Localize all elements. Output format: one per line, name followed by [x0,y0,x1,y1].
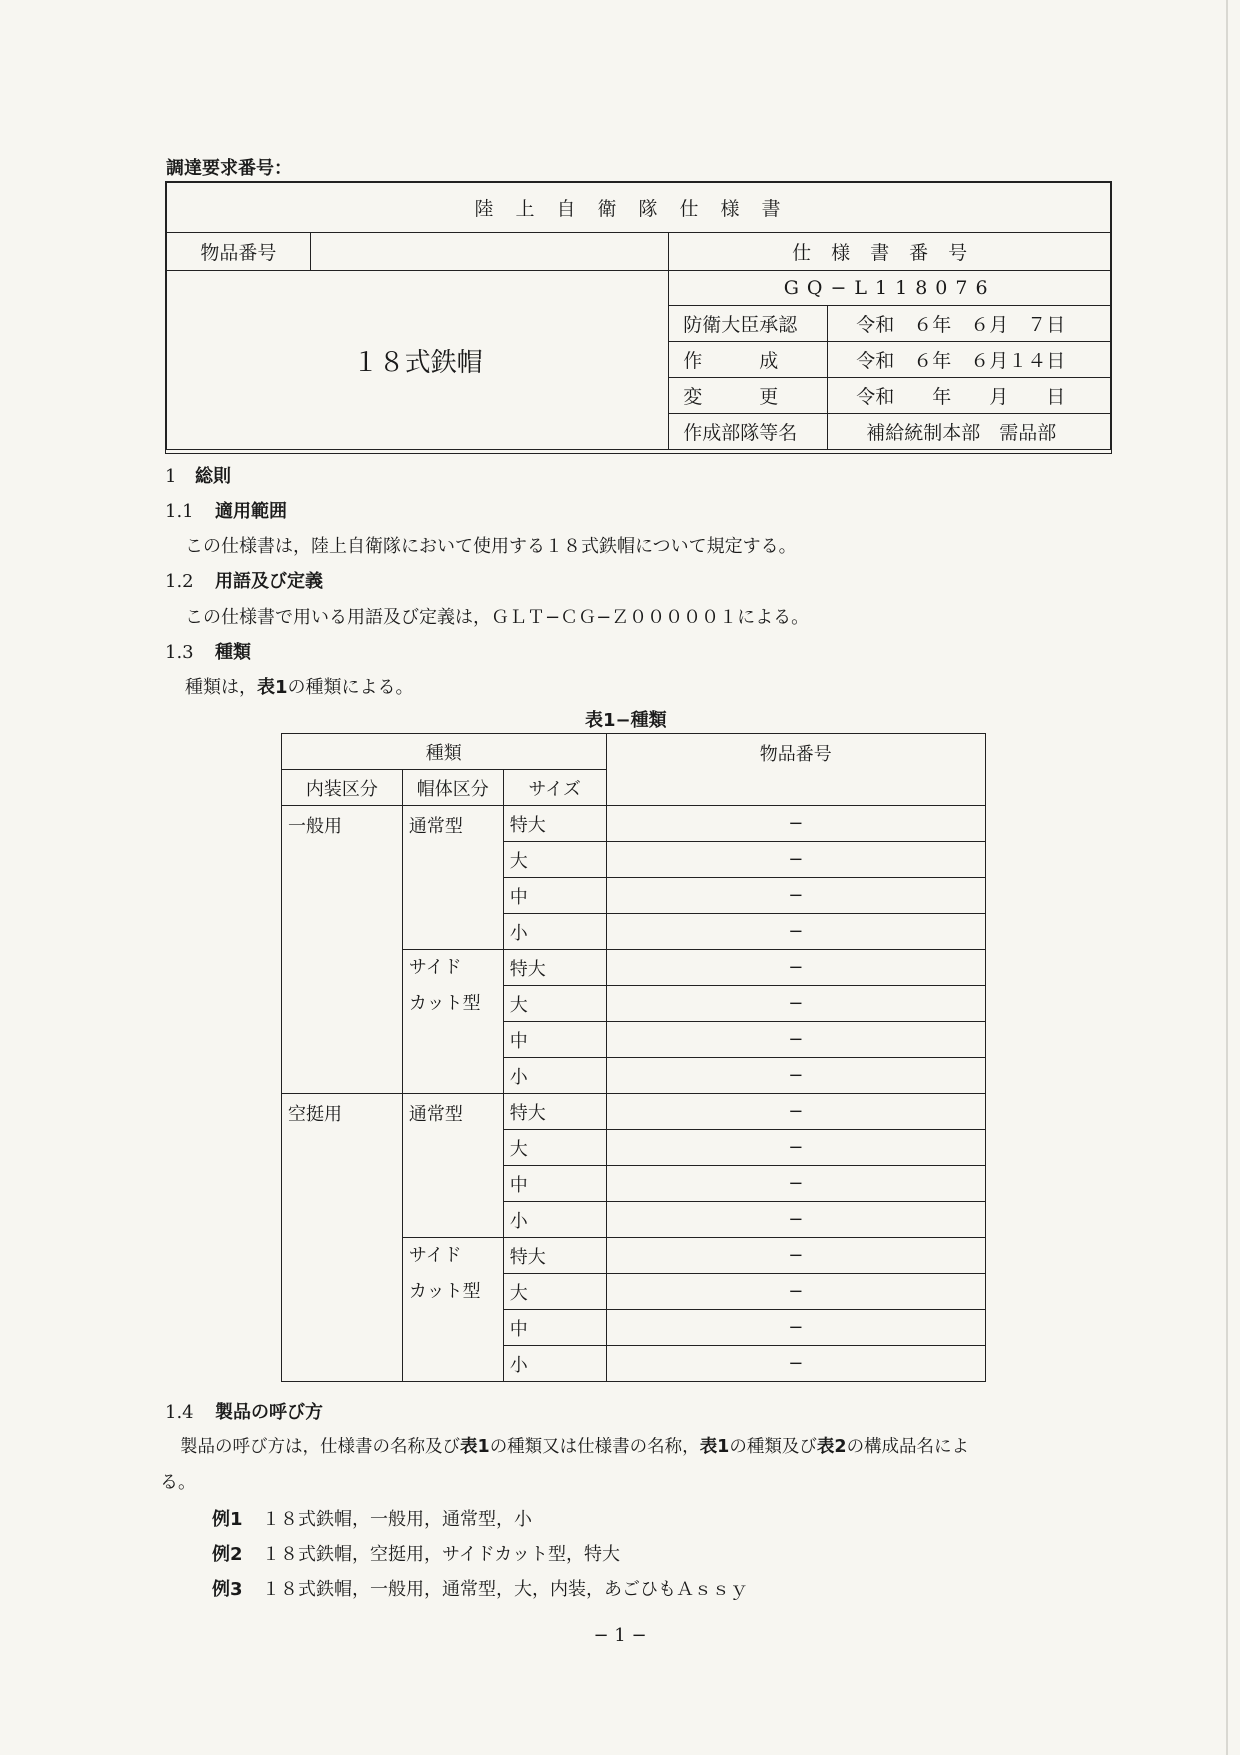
text-segment: の種類及び [729,1437,817,1457]
section-1-1-title: 適用範囲 [215,501,287,522]
size-cell: 小 [503,1058,606,1094]
section-1-4-number: 1.4 [165,1402,194,1423]
item-number-cell: − [606,1130,985,1166]
text-segment: 種類は， [185,677,257,698]
size-cell: 中 [503,878,606,914]
text-segment: 製品の呼び方は，仕様書の名称及び [180,1437,460,1457]
example-text: １８式鉄帽，空挺用，サイドカット型，特大 [262,1544,621,1565]
body-normal: 通常型 [402,1094,503,1238]
size-cell: 小 [503,1346,606,1382]
body-sidecut-line2: カット型 [408,993,481,1014]
section-1-4-text-line2: る。 [160,1472,196,1493]
size-cell: 特大 [503,1238,606,1274]
size-cell: 中 [503,1166,606,1202]
size-cell: 特大 [503,950,606,986]
section-1-3-heading [165,638,251,664]
example-label: 例2 [212,1544,243,1565]
body-sidecut-line2: カット型 [408,1281,481,1302]
spec-title: 陸上自衛隊仕様書 [167,183,1111,233]
body-sidecut-line1: サイド [408,957,462,978]
item-number-label: 物品番号 [167,233,311,271]
text-segment: の構成品名によ [846,1437,970,1457]
body-sidecut [402,1238,503,1382]
text-segment: の種類による。 [287,677,414,698]
interior-airborne: 空挺用 [282,1094,403,1382]
head-body: 帽体区分 [402,770,503,806]
section-1-2-text: この仕様書で用いる用語及び定義は，ＧＬＴ−ＣＧ−Ｚ０００００１による。 [185,607,810,628]
size-cell: 中 [503,1022,606,1058]
body-normal: 通常型 [402,806,503,950]
example-text: １８式鉄帽，一般用，通常型，小 [262,1509,532,1530]
section-1-1-text: この仕様書は，陸上自衛隊において使用する１８式鉄帽について規定する。 [185,536,797,557]
item-number-cell: − [606,986,985,1022]
product-name: １８式鉄帽 [167,271,669,450]
example-2 [212,1540,620,1566]
size-cell: 大 [503,986,606,1022]
approval-date: 令和 ６年 ６月 ７日 [828,306,1111,342]
section-1-number: 1 [165,466,177,487]
size-cell: 大 [503,1274,606,1310]
example-1 [212,1505,532,1531]
table-ref: 表2 [816,1437,847,1457]
item-number-cell: − [606,1238,985,1274]
issuer-value: 補給統制本部 需品部 [828,414,1111,450]
head-interior: 内装区分 [282,770,403,806]
head-kind: 種類 [282,734,607,770]
size-cell: 小 [503,1202,606,1238]
page-number: − 1 − [593,1625,647,1646]
created-label: 作 成 [669,342,828,378]
interior-general: 一般用 [282,806,403,1094]
size-cell: 大 [503,842,606,878]
item-number-cell: − [606,1202,985,1238]
approval-label: 防衛大臣承認 [669,306,828,342]
section-1-2-heading [165,567,323,593]
size-cell: 中 [503,1310,606,1346]
example-3 [212,1575,748,1601]
spec-number-label: 仕様書番号 [669,233,1111,271]
size-cell: 小 [503,914,606,950]
item-number-cell: − [606,1166,985,1202]
procurement-number-label: 調達要求番号： [166,158,292,179]
created-date: 令和 ６年 ６月１４日 [828,342,1111,378]
example-label: 例1 [212,1509,243,1530]
item-number-cell: − [606,1022,985,1058]
size-cell: 特大 [503,1094,606,1130]
section-1-3-text [185,673,414,699]
item-number-cell: − [606,1310,985,1346]
head-item-number: 物品番号 [606,734,985,806]
item-number-cell: − [606,950,985,986]
item-number-cell: − [606,914,985,950]
item-number-cell: − [606,1346,985,1382]
section-1-4-text-line1 [180,1433,969,1458]
issuer-label: 作成部隊等名 [669,414,828,450]
section-1-4-title: 製品の呼び方 [215,1402,323,1423]
item-number-cell: − [606,1058,985,1094]
item-number-cell: − [606,806,985,842]
item-number-value [310,233,668,271]
page-edge [1226,0,1228,1755]
section-1-2-number: 1.2 [165,571,194,592]
table-ref: 表1 [460,1437,490,1457]
table-ref: 表1 [257,677,288,698]
body-sidecut [402,950,503,1094]
item-number-cell: − [606,878,985,914]
section-1-heading [165,462,231,488]
size-cell: 大 [503,1130,606,1166]
section-1-title: 総則 [195,466,231,487]
changed-label: 変 更 [669,378,828,414]
spec-number-value: GQ−L118076 [669,271,1111,306]
size-cell: 特大 [503,806,606,842]
section-1-4-heading [165,1398,323,1424]
section-1-2-title: 用語及び定義 [215,571,323,592]
item-number-cell: − [606,842,985,878]
body-sidecut-line1: サイド [408,1245,462,1266]
example-label: 例3 [212,1579,243,1600]
item-number-cell: − [606,1274,985,1310]
item-number-cell: − [606,1094,985,1130]
text-segment: の種類又は仕様書の名称， [489,1437,700,1457]
spec-header [165,181,1112,454]
section-1-1-heading [165,497,287,523]
example-text: １８式鉄帽，一般用，通常型，大，内装，あごひもＡｓｓｙ [262,1579,748,1600]
table-ref: 表1 [699,1437,730,1457]
section-1-3-title: 種類 [215,642,251,663]
section-1-3-number: 1.3 [165,642,194,663]
kinds-table [281,733,986,1382]
changed-date: 令和 年 月 日 [828,378,1111,414]
head-size: サイズ [503,770,606,806]
section-1-1-number: 1.1 [165,501,194,522]
table-1-caption: 表1−種類 [585,710,667,731]
